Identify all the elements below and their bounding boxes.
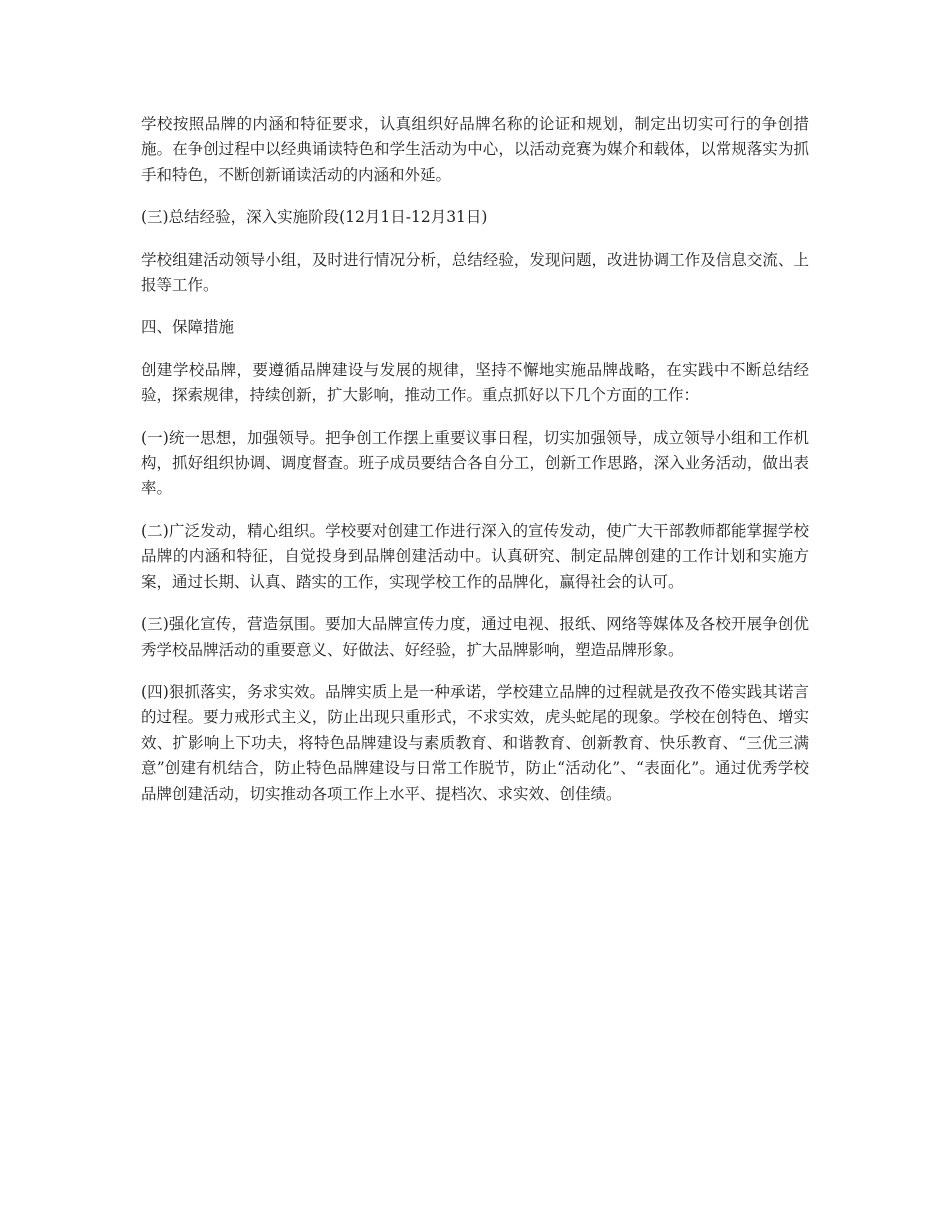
paragraph-measure-one: (一)统一思想，加强领导。把争创工作摆上重要议事日程，切实加强领导，成立领导小组和工作机构，抓好组织协调、调度督查。班子成员要结合各自分工，创新工作思路，深入业务活动，做出表率。 [141, 428, 809, 498]
paragraph-safeguard-intro: 创建学校品牌，要遵循品牌建设与发展的规律，坚持不懈地实施品牌战略，在实践中不断总结经验，探索规律，持续创新，扩大影响，推动工作。重点抓好以下几个方面的工作： [141, 360, 809, 405]
document-body [141, 112, 809, 824]
paragraph-measure-two: (二)广泛发动，精心组织。学校要对创建工作进行深入的宣传发动，使广大干部教师都能掌握学校品牌的内涵和特征，自觉投身到品牌创建活动中。认真研究、制定品牌创建的工作计划和实施方案，通过长期、认真、踏实的工作，实现学校工作的品牌化，赢得社会的认可。 [141, 521, 809, 591]
heading-stage-three: (三)总结经验，深入实施阶段(12月1日-12月31日) [141, 208, 488, 227]
paragraph-measure-four: (四)狠抓落实，务求实效。品牌实质上是一种承诺，学校建立品牌的过程就是孜孜不倦实践其诺言的过程。要力戒形式主义，防止出现只重形式，不求实效，虎头蛇尾的现象。学校在创特色、增实效、扩影响上下功夫，将特色品牌建设与素质教育、和谐教育、创新教育、快乐教育、“三优三满意”创建有机结合，防止特色品牌建设与日常工作脱节，防止“活动化”、“表面化”。通过优秀学校品牌创建活动，切实推动各项工作上水平、提档次、求实效、创佳绩。 [141, 682, 809, 803]
paragraph-stage-three: 学校组建活动领导小组，及时进行情况分析，总结经验，发现问题，改进协调工作及信息交流、上报等工作。 [141, 250, 809, 295]
paragraph-measure-three: (三)强化宣传，营造氛围。要加大品牌宣传力度，通过电视、报纸、网络等媒体及各校开展争创优秀学校品牌活动的重要意义、好做法、好经验，扩大品牌影响，塑造品牌形象。 [141, 615, 809, 659]
paragraph-implementation-measures: 学校按照品牌的内涵和特征要求，认真组织好品牌名称的论证和规划，制定出切实可行的争创措施。在争创过程中以经典诵读特色和学生活动为中心，以活动竞赛为媒介和载体，以常规落实为抓手和特色，不断创新诵读活动的内涵和外延。 [141, 115, 809, 184]
heading-safeguard-measures: 四、保障措施 [141, 318, 235, 337]
